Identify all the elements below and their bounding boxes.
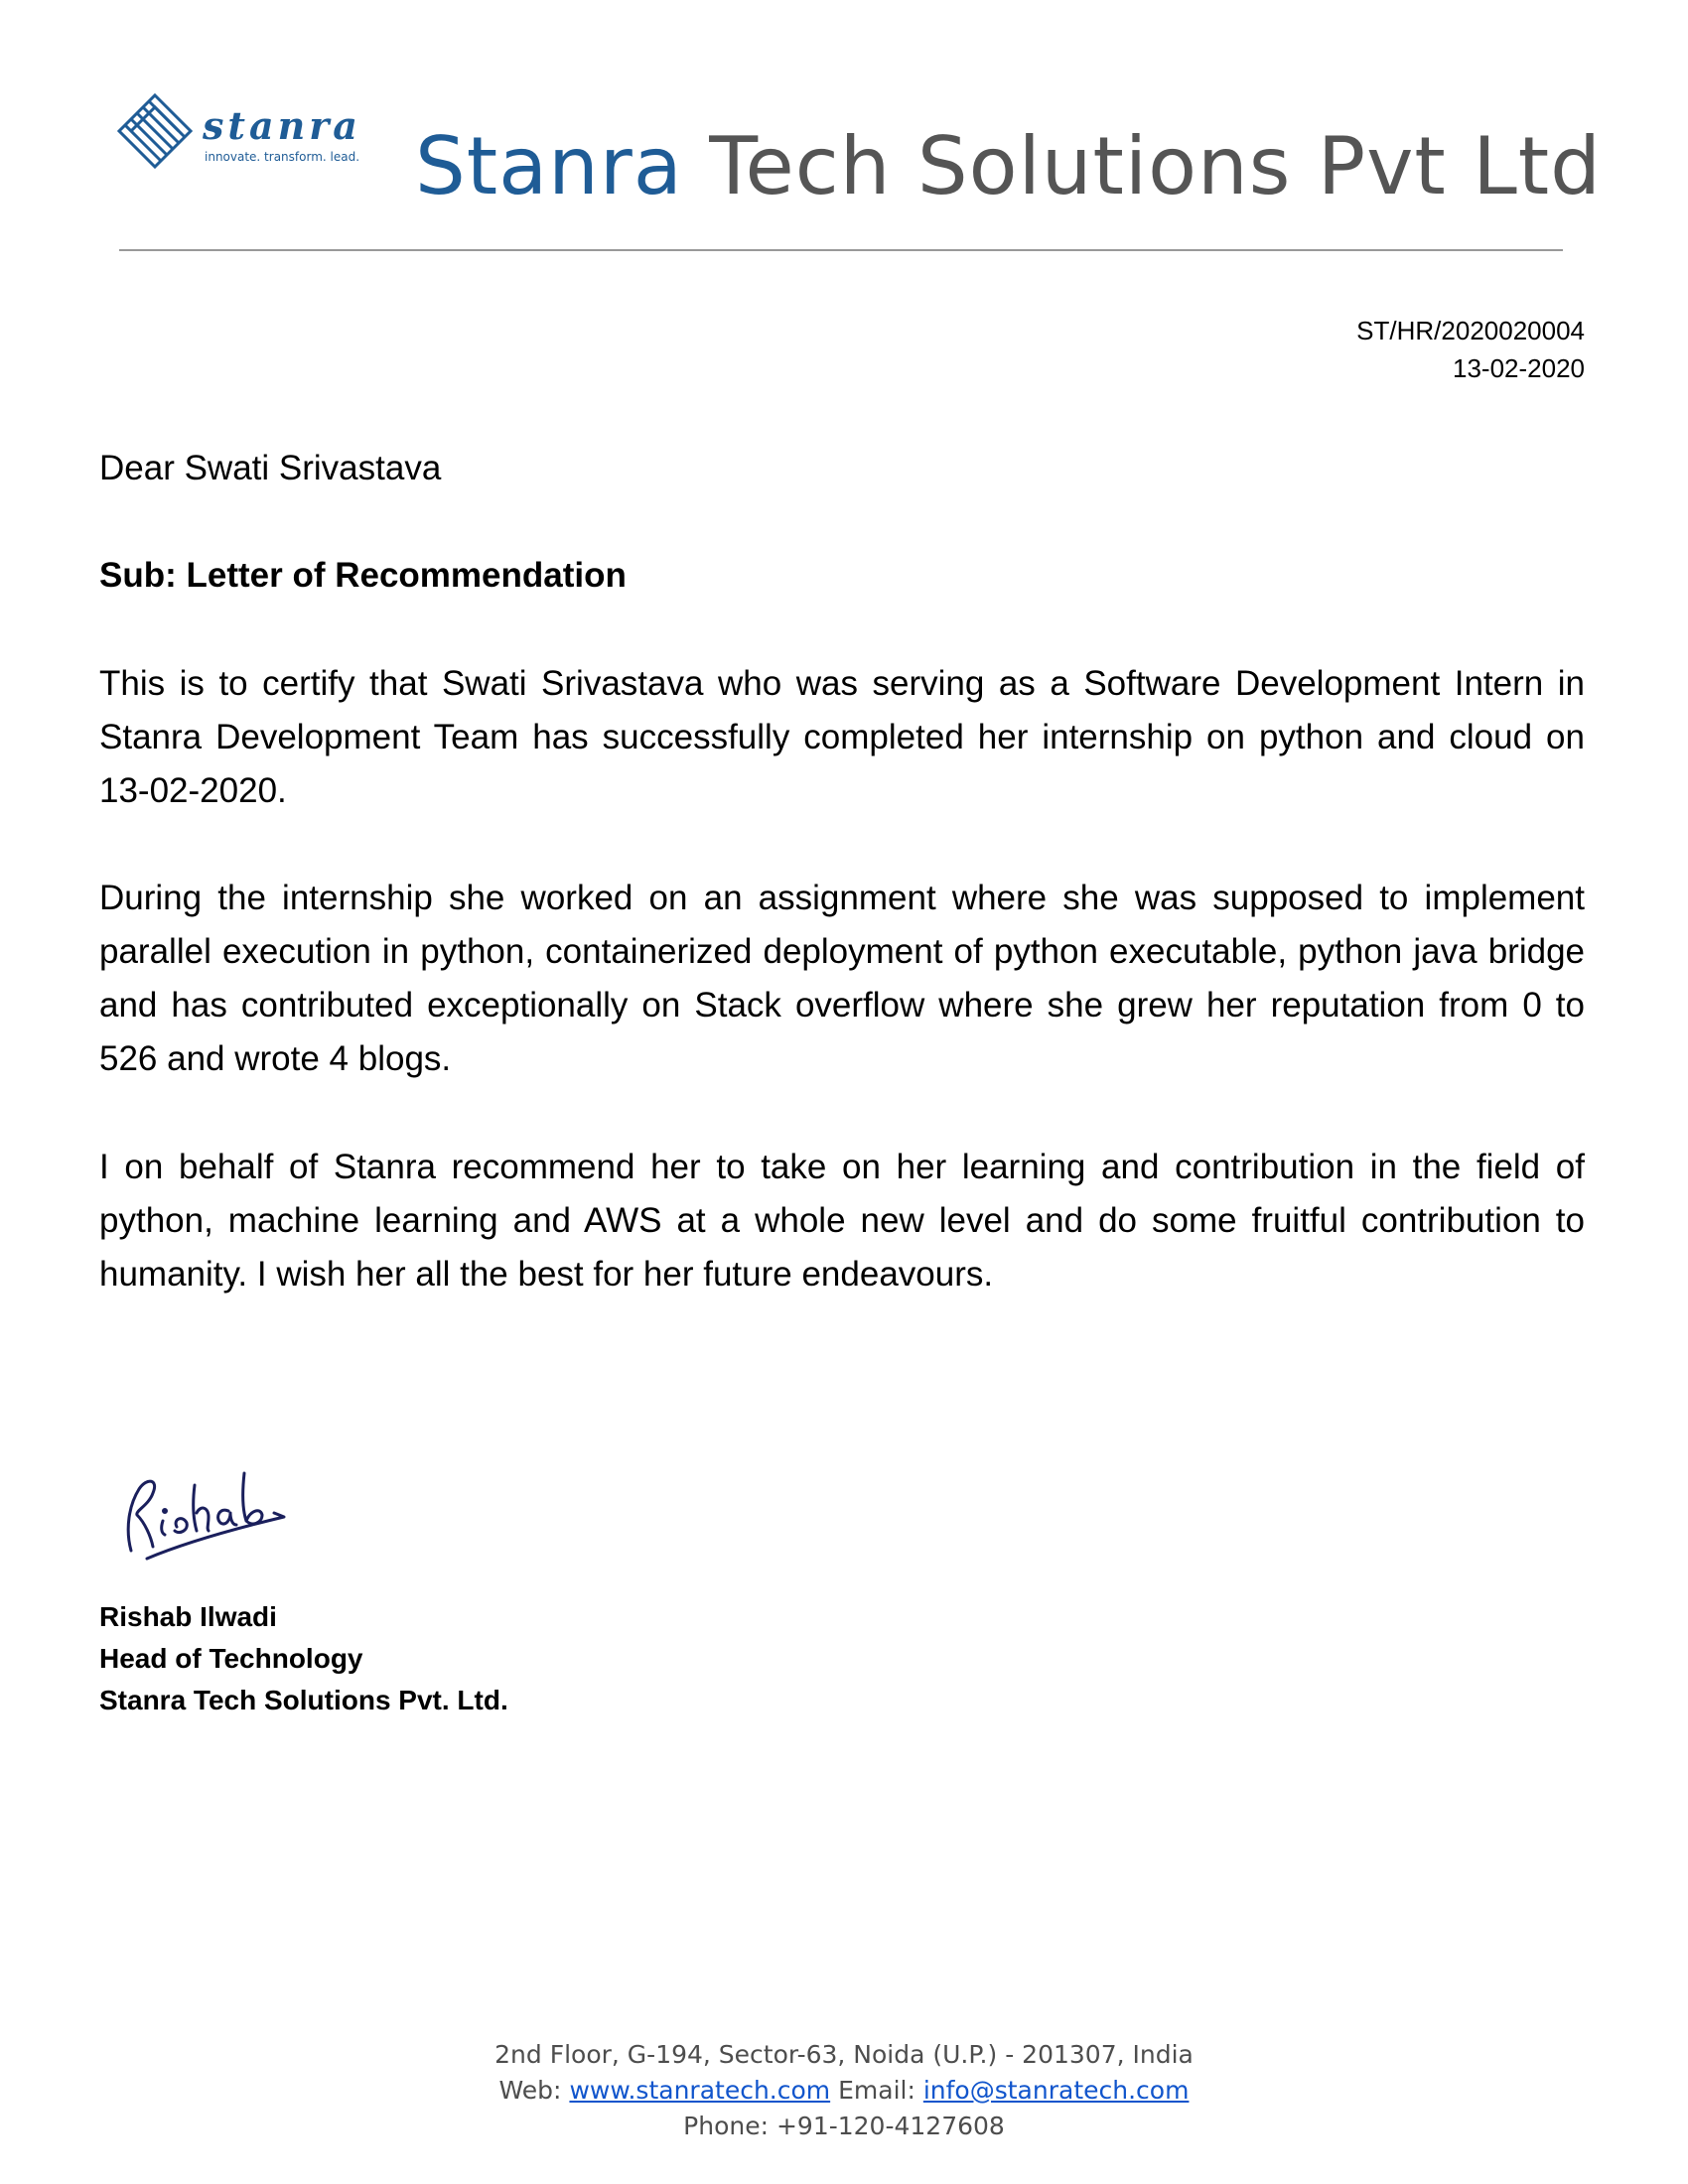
company-title-rest: Tech Solutions Pvt Ltd <box>682 120 1602 212</box>
letter-date: 13-02-2020 <box>1453 353 1585 383</box>
logo-wordmark: stanra <box>203 103 361 148</box>
handwritten-signature <box>95 1420 294 1588</box>
email-label: Email: <box>838 2076 915 2105</box>
signatory-title: Head of Technology <box>99 1643 363 1674</box>
footer-contact-line <box>0 2073 1688 2109</box>
signatory-name: Rishab Ilwadi <box>99 1601 277 1632</box>
body-paragraph: This is to certify that Swati Srivastava who was serving as a Software Development Intern in Stanra Development Team has successfully completed her internship on python and cloud on 13-02-2020. <box>99 664 1585 810</box>
body-paragraph: During the internship she worked on an assignment where she was supposed to implement parallel execution in python, containerized deployment of python executable, python java bridge and has contributed exceptionally on Stack overflow where she grew her reputation from 0 to 526 and wrote 4 blogs. <box>99 879 1585 1078</box>
salutation: Dear Swati Srivastava <box>99 449 442 487</box>
header-divider <box>119 249 1563 251</box>
company-logo <box>111 87 375 193</box>
company-title <box>415 119 1602 214</box>
stanra-logo-mark <box>111 87 375 193</box>
footer-phone: Phone: +91-120-4127608 <box>683 2112 1005 2140</box>
subject-line: Sub: Letter of Recommendation <box>99 556 627 595</box>
footer-address: 2nd Floor, G-194, Sector-63, Noida (U.P.) - 201307, India <box>494 2040 1194 2069</box>
website-link[interactable]: www.stanratech.com <box>569 2076 831 2105</box>
body-paragraph: I on behalf of Stanra recommend her to take on her learning and contribution in the field of python, machine learning and AWS at a whole new level and do some fruitful contribution to humanity. I wish her all the best for her future endeavours. <box>99 1148 1585 1294</box>
reference-number: ST/HR/2020020004 <box>1356 316 1585 345</box>
signatory-block <box>99 1596 508 1721</box>
company-title-brand: Stanra <box>415 120 683 212</box>
signatory-company: Stanra Tech Solutions Pvt. Ltd. <box>99 1685 508 1715</box>
email-link[interactable]: info@stanratech.com <box>922 2076 1190 2105</box>
logo-tagline: innovate. transform. lead. <box>205 150 360 164</box>
web-label: Web: <box>498 2076 562 2105</box>
reference-block <box>1356 312 1585 387</box>
footer <box>0 2037 1688 2144</box>
